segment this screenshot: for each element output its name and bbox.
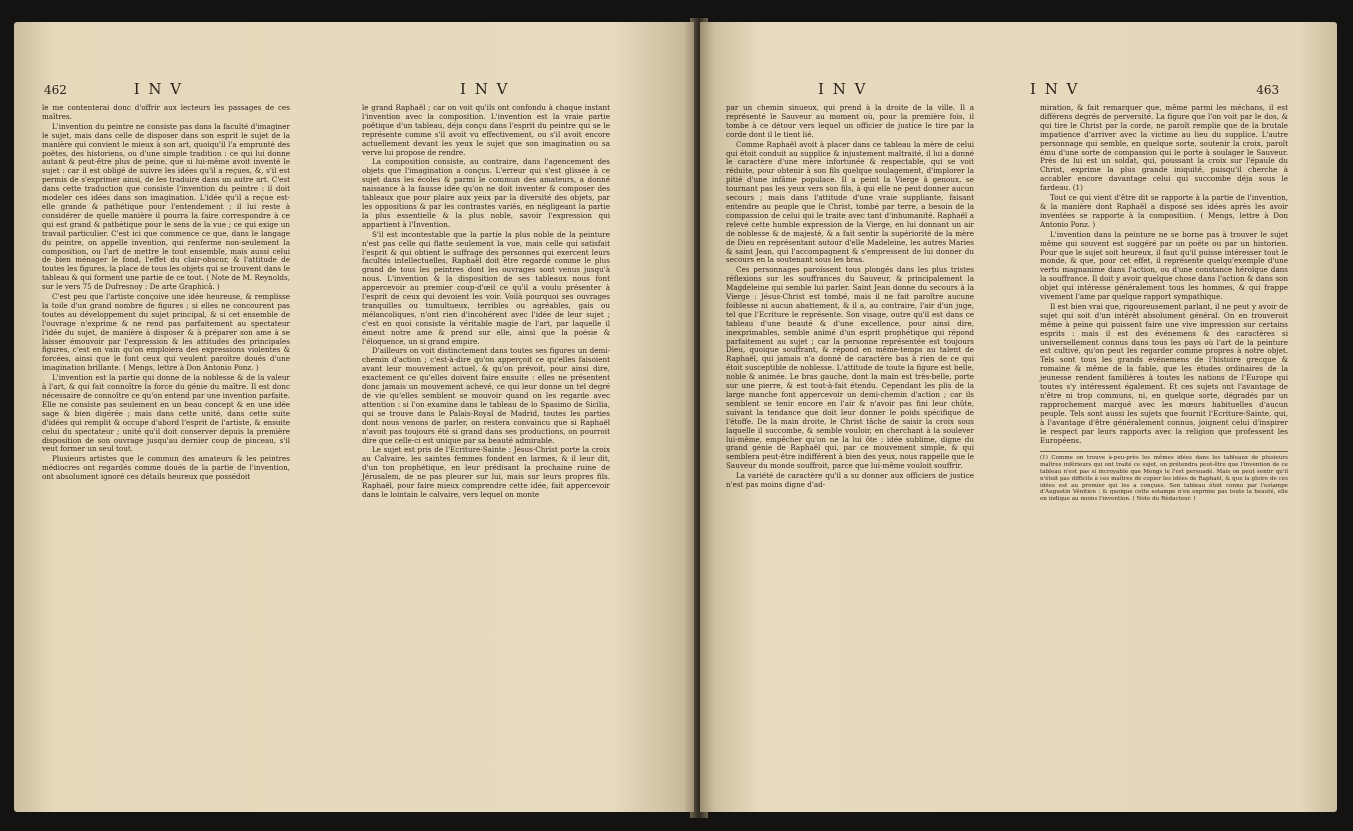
left-page-header-right: [460, 80, 509, 98]
paragraph: Le sujet est pris de l'Ecriture-Sainte : Jésus-Christ porte la croix au Calvaire, les saintes femmes fondent en larmes, & il leur dit, d'un ton prophétique, en leur prédisant la prochaine ruine de Jérusalem, de ne pas pleurer sur lui, mais sur leurs propres fils. Raphaël, pour faire mieux comprendre cette idée, fait appercevoir dans le lointain le calvaire, vers lequel on monte: [362, 445, 610, 499]
right-column-2: [1040, 104, 1288, 503]
paragraph: La variété de caractère qu'il a su donner aux officiers de justice n'est pas moins digne d'ad-: [726, 471, 974, 490]
paragraph: Comme Raphaël avoit à placer dans ce tableau la mère de celui qui étoit conduit au supplice & injustement maltraité, il lui a donné le caractère d'une mère infortunée & respectable, qui se voit réduite, pour obtenir à son fils quelque soulagement, d'implorer la pitié d'une infâme populace. Il a peint la Vierge à genoux, se tournant pas les yeux vers son fils, à qui elle ne peut donner aucun secours ; mais dans l'attitude d'une vraie suppliante, faisant entendre au peuple que le Christ, tombé par terre, a besoin de la compassion de celui qui le traite avec tant d'inhumanité. Raphaël a relevé cette humble expression de la Vierge, en lui donnant un air de noblesse & de majesté, & a fait sentir la supériorité de la mère de Dieu en représentant autour d'elle Madeleine, les autres Maries & saint Jean, qui l'accompagnent & s'empressent de lui donner du secours en la soutenant sous les bras.: [726, 139, 974, 265]
paragraph: S'il est incontestable que la partie la plus noble de la peinture n'est pas celle qui flatte seulement la vue, mais celle qui satisfait l'esprit & qui obtient le suffrage des personnes qui exercent leurs facultés intellectuelles, Raphaël doit être regardé comme le plus grand de tous les peintres dont les ouvrages sont venus jusqu'à nous. L'invention & la disposition de ses tableaux nous font appercevoir au premier coup-d'œil ce qu'il a voulu présenter à l'esprit de ceux qui devoient les voir. Voilà pourquoi ses ouvrages tranquilles ou tumultueux, terribles ou agréables, gais ou mélancoliques, n'ont rien d'incohérent avec l'idée de leur sujet ; c'est en quoi consiste la véritable magie de l'art, par laquelle il émeut notre ame & prend sur elle, ainsi que la poésie & l'éloquence, un si grand empire.: [362, 229, 610, 346]
right-page: [700, 22, 1337, 812]
left-page: [14, 22, 694, 812]
paragraph: Ces personnages paroissent tous plongés dans les plus tristes réflexions sur les souffrances du Sauveur, & principalement la Magdeleine qui semble lui parler. Saint Jean donne du secours à la Vierge : Jésus-Christ est tombé, mais il ne fait paroître aucune foiblesse ni aucun abattement, & il a, au contraire, l'air d'un juge, tel que l'Ecriture le représente. Son visage, outre qu'il est dans ce tableau d'une beauté & d'une excellence, pour ainsi dire, inexprimables, semble animé d'un esprit prophétique qui répond parfaitement au sujet ; car la personne représentée est toujours Dieu, quoique souffrant, & répond en même-temps au talent de Raphaël, qui jamais n'a donné de caractère bas à rien de ce qui étoit susceptible de noblesse. L'attitude de toute la figure est belle, noble & animée. Le bras gauche, dont la main est très-belle, porte sur une pierre, & est tout-à-fait étendu. Cependant les plis de la large manche font appercevoir un demi-chemin d'action ; car ils semblent se tenir encore en l'air & n'avoir pas fini leur chûte, suivant la tendance que doit leur donner le poids spécifique de l'étoffe. De la main droite, le Christ tâche de saisir la croix sous laquelle il succombe, & semble vouloir, en cherchant à la soulever lui-même, empêcher qu'on ne la lui ôte : idée sublime, digne du grand génie de Raphaël qui, par ce mouvement simple, & qui semblera peut-être indifférent à bien des yeux, nous rappelle que le Sauveur du monde souffroit, parce que lui-même vouloit souffrir.: [726, 265, 974, 471]
left-page-header: [44, 80, 183, 98]
right-page-number: 463: [1256, 83, 1280, 97]
paragraph: D'ailleurs on voit distinctement dans toutes ses figures un demi-chemin d'action ; c'est-à-dire qu'on apperçoit ce qu'elles faisoient avant leur mouvement actuel, & qu'on prévoit, pour ainsi dire, exactement ce qu'elles doivent faire ensuite : elles ne présentent donc jamais un mouvement achevé, ce qui leur donne un tel degré de vie qu'elles semblent se mouvoir quand on les regarde avec attention : si l'on examine dans le tableau de lo Spasimo de Sicilia, qui se trouve dans le Palais-Royal de Madrid, toutes les parties dont nous venons de parler, on restera convaincu que si Raphaël n'avoit pas toujours été si grand dans ses productions, on pourroit dire que celle-ci est unique par sa beauté admirable.: [362, 346, 610, 445]
left-column-2: [362, 104, 610, 501]
right-page-header-left: [818, 80, 867, 98]
paragraph: le grand Raphaël ; car on voit qu'ils ont confondu à chaque instant l'invention avec la composition. L'invention est la vraie partie poëtique d'un tableau, déja conçu dans l'esprit du peintre qui se le représente comme s'il avoit vu effectivement, ou s'il avoit encore actuellement devant les yeux le sujet que son imagination ou sa verve lui propose de rendre.: [362, 103, 610, 157]
paragraph: La composition consiste, au contraire, dans l'agencement des objets que l'imagination a conçus. L'erreur qui s'est glissée à ce sujet dans les écoles & parmi le commun des amateurs, a donné naissance à la fausse idée qu'on ne doit inventer & composer des tableaux que pour plaire aux yeux par la diversité des objets, par les oppositions & par les contrastes variés, en négligeant la partie la plus essentielle & la plus noble, savoir l'expression qui appartient à l'Invention.: [362, 157, 610, 229]
paragraph: par un chemin sinueux, qui prend à la droite de la ville. Il a représenté le Sauveur au moment où, pour la première fois, il tombe à ce détour vers lequel un officier de justice le tire par la corde dont il le tient lié.: [726, 103, 974, 139]
left-column-1: [42, 104, 290, 483]
paragraph: Tout ce qui vient d'être dit se rapporte à la partie de l'invention, & la manière dont Raphaël a disposé ses idées après les avoir inventées se rapporte à la composition. ( Mengs, lettre à Don Antonio Ponz. ): [1040, 193, 1288, 229]
left-running-head-center: I N V: [460, 80, 510, 98]
left-page-number: 462: [44, 83, 67, 97]
paragraph: L'invention est la partie qui donne de la noblesse & de la valeur à l'art, & qui fait connoître la force du génie du maître. Il est donc nécessaire de connoître ce qu'on entend par une invention parfaite. Elle ne consiste pas seulement en un beau concept & en une idée sage & bien digérée ; mais dans cette unité, dans cette suite d'idées qui remplit & occupe d'abord l'esprit de l'artiste, & ensuite celui du spectateur ; unité qu'il doit conserver depuis la première disposition de son ouvrage jusqu'au dernier coup de pinceau, s'il veut former un seul tout.: [42, 373, 290, 454]
paragraph: miration, & fait remarquer que, même parmi les méchans, il est différens degrés de perversité. La figure que l'on voit par le dos, & qui tire le Christ par la corde, ne paroît remplie que de la brutale impatience d'arriver avec la victime au lieu du supplice. L'autre personnage qui semble, en quelque sorte, soutenir la croix, paroît ému d'une sorte de compassion qui le porte à soulager le Sauveur. Près de lui est un soldat, qui, poussant la croix sur l'épaule du Christ, exprime la plus grande iniquité, puisqu'il cherche à accabler encore davantage celui qui succombe déja sous le fardeau. (1): [1040, 103, 1288, 193]
right-running-head-center: I N V: [818, 80, 868, 98]
paragraph: Il est bien vrai que, rigoureusement parlant, il ne peut y avoir de sujet qui soit d'un intérêt absolument général. On en trouveroit même à peine qui puissent faire une vive impression sur certains esprits : mais il est des événemens & des caractères si universellement connus dans tous les pays où l'art de la peinture est cultivé, qu'on peut les regarder comme propres à notre objet. Tels sont tous les grands événemens de l'histoire grecque & romaine & même de la fable, que les études ordinaires de la jeunesse rendent familières à toutes les nations de l'Europe qui toutes s'y intéressent également. Et ces sujets ont l'avantage de n'être ni trop communs, ni, en quelque sorte, dégradés par un rapprochement marqué avec les mœurs habituelles d'aucun peuple. Tels sont aussi les sujets que fournit l'Ecriture-Sainte, qui, à l'avantage d'être généralement connus, joignent celui d'inspirer le respect par leurs rapports avec la religion que professent les Européens.: [1040, 301, 1288, 445]
right-running-head: I N V: [1030, 80, 1080, 98]
right-page-header: [1030, 80, 1279, 98]
paragraph: le me contenterai donc d'offrir aux lecteurs les passages de ces maîtres.: [42, 103, 290, 121]
paragraph: L'invention dans la peinture ne se borne pas à trouver le sujet même qui souvent est suggéré par un poëte ou par un historien. Pour que le sujet soit heureux, il faut qu'il puisse intéresser tout le monde, & que, pour cet effet, il représente quelqu'exemple d'une vertu magnanime dans l'action, ou d'une constance héroïque dans la souffrance. Il doit y avoir quelque chose dans l'action & dans son objet qui intéresse généralement tous les hommes, & qui frappe vivement l'ame par quelque rapport sympathique.: [1040, 229, 1288, 302]
right-column-1: [726, 104, 974, 491]
paragraph: C'est peu que l'artiste conçoive une idée heureuse, & remplisse la toile d'un grand nombre de figures ; si elles ne concourent pas toutes au développement du sujet principal, & si cet ensemble de l'ouvrage n'exprime & ne rend pas parfaitement au spectateur l'idée du sujet, de manière à disposer & à préparer son ame à se laisser émouvoir par l'expression & les attitudes des principales figures, c'est en vain qu'on emploiera des expressions violentes & forcées, ainsi que le font ceux qui veulent paroître doués d'une imagination brillante. ( Mengs, lettre à Don Antonio Ponz. ): [42, 292, 290, 373]
footnote: (1) Comme on trouve à-peu-près les mêmes idées dans les tableaux de plusieurs maîtres inférieurs qui ont traité ce sujet, on prétendra peut-être que l'invention de ce tableau n'est pas si incroyable que Mengs le l'est persuadé. Mais on peut sentir qu'il n'étoit pas difficile à ces maîtres de copier les idées de Raphaël, & que la gloire de ces idées est au premier qui les a conçues. Son tableau étoit connu par l'estampe d'Augustin Vénitien : & quoique cette estampe n'en exprime pas toute la beauté, elle en indique au moins l'invention. ( Note du Rédacteur. ): [1040, 451, 1288, 503]
paragraph: L'invention du peintre ne consiste pas dans la faculté d'imaginer le sujet, mais dans celle de disposer dans son esprit le sujet de la manière qui convient le mieux à son art, quoiqu'il l'a emprunté des poëtes, des historiens, ou d'une simple tradition : ce qui lui donne autant & peut-être plus de peine, que si lui-même avoit inventé le sujet : car il est obligé de suivre les idées qu'il a reçues, &, s'il est permis de s'exprimer ainsi, de les traduire dans un autre art. C'est dans cette traduction que consiste l'invention du peintre : il doit modeler ces idées dans son imagination. L'idée qu'il a reçue est-elle grande & pathétique pour l'entendement ; il lui reste à considérer de quelle manière il pourra la faire correspondre à ce qui est grand & pathétique pour le sens de la vue ; ce qui exige un travail particulier. C'est ici que commence ce que, dans le langage du peintre, on appelle invention, qui renferme non-seulement la composition, ou l'art de mettre le tout ensemble, mais aussi celui de bien ménager le fond, l'effet du clair-obscur, & l'attitude de toutes les figures, la place de tous les objets qui se trouvent dans le tableau & qui forment une partie de ce tout. ( Note de M. Reynolds, sur le vers 75 de Dufresnoy : De arte Graphicâ. ): [42, 121, 290, 292]
left-running-head: I N V: [133, 80, 184, 98]
paragraph: Plusieurs artistes que le commun des amateurs & les peintres médiocres ont regardés comme doués de la partie de l'invention, ont absolument ignoré ces détails heureux que possédoit: [42, 454, 290, 482]
